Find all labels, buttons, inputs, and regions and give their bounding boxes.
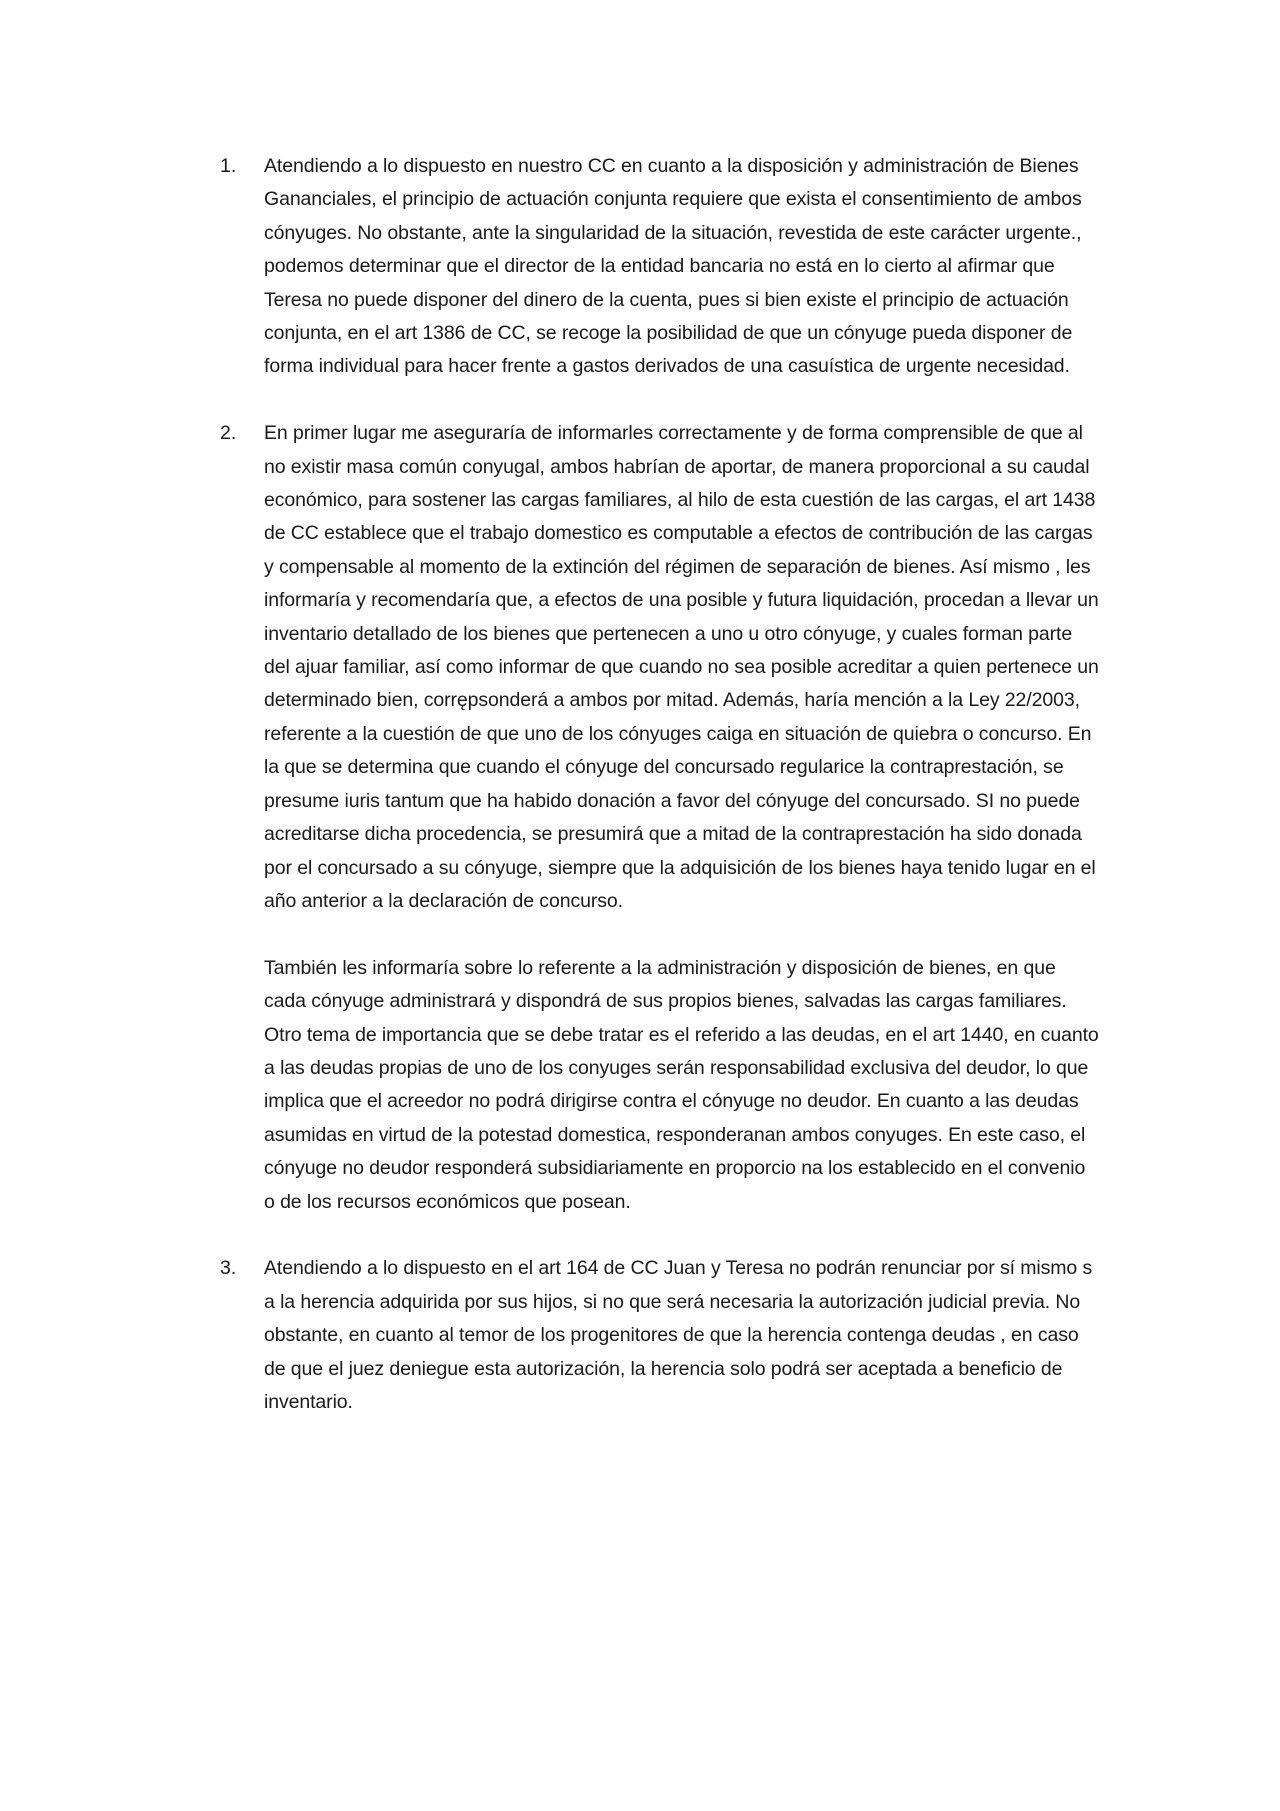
- list-item-1: [220, 150, 1100, 384]
- list-item-number: 2.: [220, 422, 237, 445]
- list-item-3: [220, 1252, 1100, 1419]
- paragraph: En primer lugar me aseguraría de informarles correctamente y de forma comprensible de que al no existir masa común conyugal, ambos habrían de aportar, de manera proporcional a su caudal económico, para sostener las cargas familiares, al hilo de esta cuestión de las cargas, el art 1438 de CC establece que el trabajo domestico es computable a efectos de contribución de las cargas y compensable al momento de la extinción del régimen de separación de bienes. Así mismo , les informaría y recomendaría que, a efectos de una posible y futura liquidación, procedan a llevar un inventario detallado de los bienes que pertenecen a uno u otro cónyuge, y cuales forman parte del ajuar familiar, así como informar de que cuando no sea posible acreditar a quien pertenece un determinado bien, corrępsonderá a ambos por mitad. Además, haría mención a la Ley 22/2003, referente a la cuestión de que uno de los cónyuges caiga en situación de quiebra o concurso. En la que se determina que cuando el cónyuge del concursado regularice la contraprestación, se presume iuris tantum que ha habido donación a favor del cónyuge del concursado. SI no puede acreditarse dicha procedencia, se presumirá que a mitad de la contraprestación ha sido donada por el concursado a su cónyuge, siempre que la adquisición de los bienes haya tenido lugar en el año anterior a la declaración de concurso.: [264, 422, 1099, 912]
- list-item-2: [220, 417, 1100, 1219]
- paragraph: Atendiendo a lo dispuesto en nuestro CC en cuanto a la disposición y administración de Bienes Gananciales, el principio de actuación conjunta requiere que exista el consentimiento de ambos cónyuges. No obstante, ante la singularidad de la situación, revestida de este carácter urgente., podemos determinar que el director de la entidad bancaria no está en lo cierto al afirmar que Teresa no puede disponer del dinero de la cuenta, pues si bien existe el principio de actuación conjunta, en el art 1386 de CC, se recoge la posibilidad de que un cónyuge pueda disponer de forma individual para hacer frente a gastos derivados de una casuística de urgente necesidad.: [264, 155, 1082, 378]
- numbered-list: [220, 150, 1100, 1419]
- paragraph: También les informaría sobre lo referente a la administración y disposición de bienes, en que cada cónyuge administrará y dispondrá de sus propios bienes, salvadas las cargas familiares.: [264, 956, 1067, 1013]
- paragraph: Atendiendo a lo dispuesto en el art 164 de CC Juan y Teresa no podrán renunciar por sí mismo s a la herencia adquirida por sus hijos, si no que será necesaria la autorización judicial previa. No obstante, en cuanto al temor de los progenitores de que la herencia contenga deudas , en caso de que el juez deniegue esta autorización, la herencia solo podrá ser aceptada a beneficio de inventario.: [264, 1257, 1093, 1413]
- list-item-number: 3.: [220, 1257, 237, 1280]
- paragraph: Otro tema de importancia que se debe tratar es el referido a las deudas, en el art 1440, en cuanto a las deudas propias de uno de los conyuges serán responsabilidad exclusiva del deudor, lo que implica que el acreedor no podrá dirigirse contra el cónyuge no deudor. En cuanto a las deudas asumidas en virtud de la potestad domestica, responderanan ambos conyuges. En este caso, el cónyuge no deudor responderá subsidiariamente en proporcio na los establecido en el convenio o de los recursos económicos que posean.: [264, 1023, 1099, 1213]
- list-item-number: 1.: [220, 155, 237, 177]
